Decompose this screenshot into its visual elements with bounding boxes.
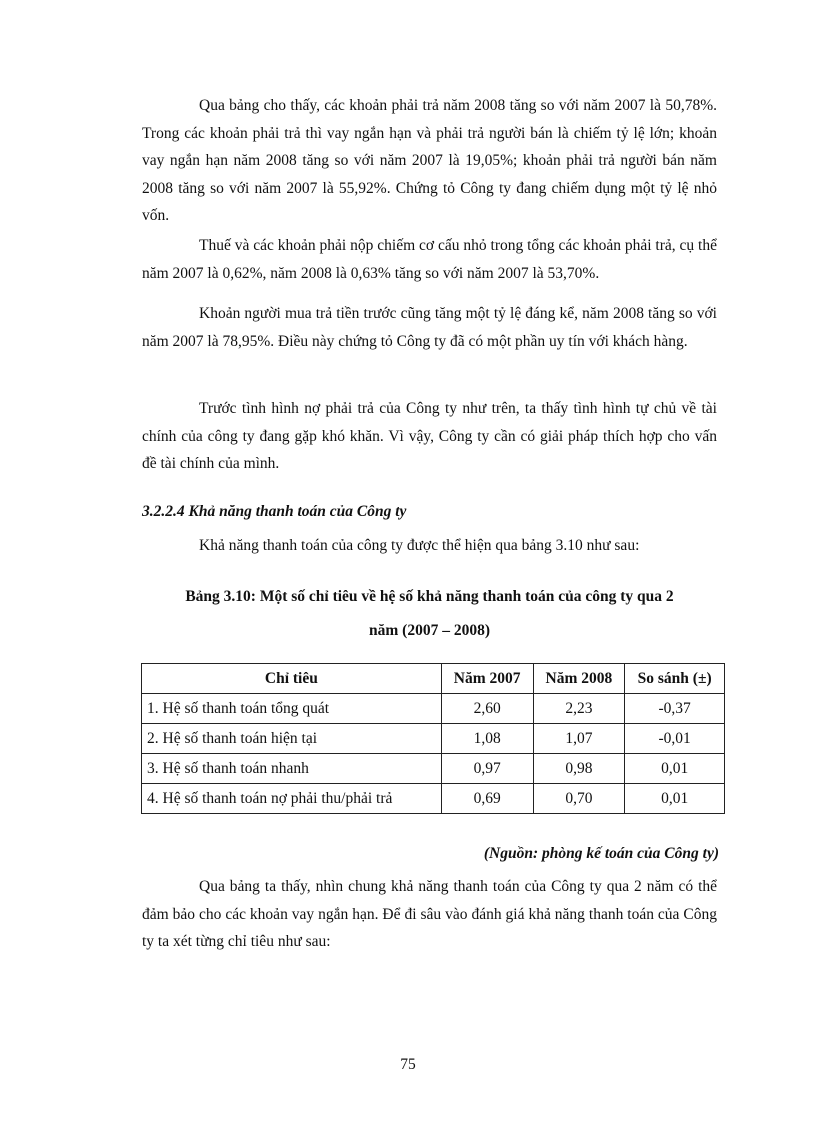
header-comparison: So sánh (±): [625, 664, 725, 694]
paragraph-payables-growth: Qua bảng cho thấy, các khoản phải trả năm 2008 tăng so với năm 2007 là 50,78%. Trong các khoản phải trả thì vay ngắn hạn và phải trả người bán là chiếm tỷ lệ lớn; khoản vay ngắn hạn năm 2008 tăng so với năm 2007 là 19,05%; khoản phải trả người bán năm 2008 tăng so với năm 2007 là 55,92%. Chứng tỏ Công ty đang chiếm dụng một tỷ lệ nhỏ vốn.: [142, 97, 717, 224]
table-row: [142, 694, 725, 724]
table-row: [142, 784, 725, 814]
row-value-2008: 0,70: [533, 784, 625, 814]
section-intro: Khả năng thanh toán của công ty được thể hiện qua bảng 3.10 như sau:: [199, 537, 640, 554]
section-heading: 3.2.2.4 Khả năng thanh toán của Công ty: [142, 503, 407, 520]
row-value-2007: 2,60: [441, 694, 533, 724]
paragraph-taxes: Thuế và các khoản phải nộp chiếm cơ cấu nhỏ trong tổng các khoản phải trả, cụ thể năm 2007 là 0,62%, năm 2008 là 0,63% tăng so với năm 2007 là 53,70%.: [142, 237, 717, 282]
row-comparison: -0,01: [625, 724, 725, 754]
row-indicator: 2. Hệ số thanh toán hiện tại: [142, 724, 442, 754]
paragraph-advances: Khoản người mua trả tiền trước cũng tăng một tỷ lệ đáng kể, năm 2008 tăng so với năm 2007 là 78,95%. Điều này chứng tỏ Công ty đã có một phần uy tín với khách hàng.: [142, 305, 717, 350]
row-value-2007: 0,97: [441, 754, 533, 784]
row-value-2008: 0,98: [533, 754, 625, 784]
page-number: 75: [400, 1056, 416, 1073]
header-year-2008: Năm 2008: [533, 664, 625, 694]
header-indicator: Chỉ tiêu: [142, 664, 442, 694]
row-value-2007: 0,69: [441, 784, 533, 814]
row-comparison: 0,01: [625, 754, 725, 784]
row-value-2008: 2,23: [533, 694, 625, 724]
table-caption: [142, 580, 717, 648]
closing-paragraph: Qua bảng ta thấy, nhìn chung khả năng thanh toán của Công ty qua 2 năm có thể đảm bảo cho các khoản vay ngắn hạn. Để đi sâu vào đánh giá khả năng thanh toán của Công ty ta xét từng chỉ tiêu như sau:: [142, 878, 717, 950]
solvency-ratio-table: [141, 663, 725, 814]
table-header-row: [142, 664, 725, 694]
row-indicator: 3. Hệ số thanh toán nhanh: [142, 754, 442, 784]
source-note: (Nguồn: phòng kế toán của Công ty): [483, 845, 719, 862]
row-comparison: 0,01: [625, 784, 725, 814]
row-indicator: 4. Hệ số thanh toán nợ phải thu/phải trả: [142, 784, 442, 814]
table-caption-line-2: năm (2007 – 2008): [369, 622, 490, 639]
paragraph-financial-autonomy: Trước tình hình nợ phải trả của Công ty như trên, ta thấy tình hình tự chủ về tài chính của công ty đang gặp khó khăn. Vì vậy, Công ty cần có giải pháp thích hợp cho vấn đề tài chính của mình.: [142, 400, 717, 472]
header-year-2007: Năm 2007: [441, 664, 533, 694]
row-comparison: -0,37: [625, 694, 725, 724]
table-row: [142, 754, 725, 784]
table-row: [142, 724, 725, 754]
row-value-2008: 1,07: [533, 724, 625, 754]
row-indicator: 1. Hệ số thanh toán tổng quát: [142, 694, 442, 724]
row-value-2007: 1,08: [441, 724, 533, 754]
table-caption-line-1: Bảng 3.10: Một số chỉ tiêu về hệ số khả năng thanh toán của công ty qua 2: [185, 588, 674, 605]
